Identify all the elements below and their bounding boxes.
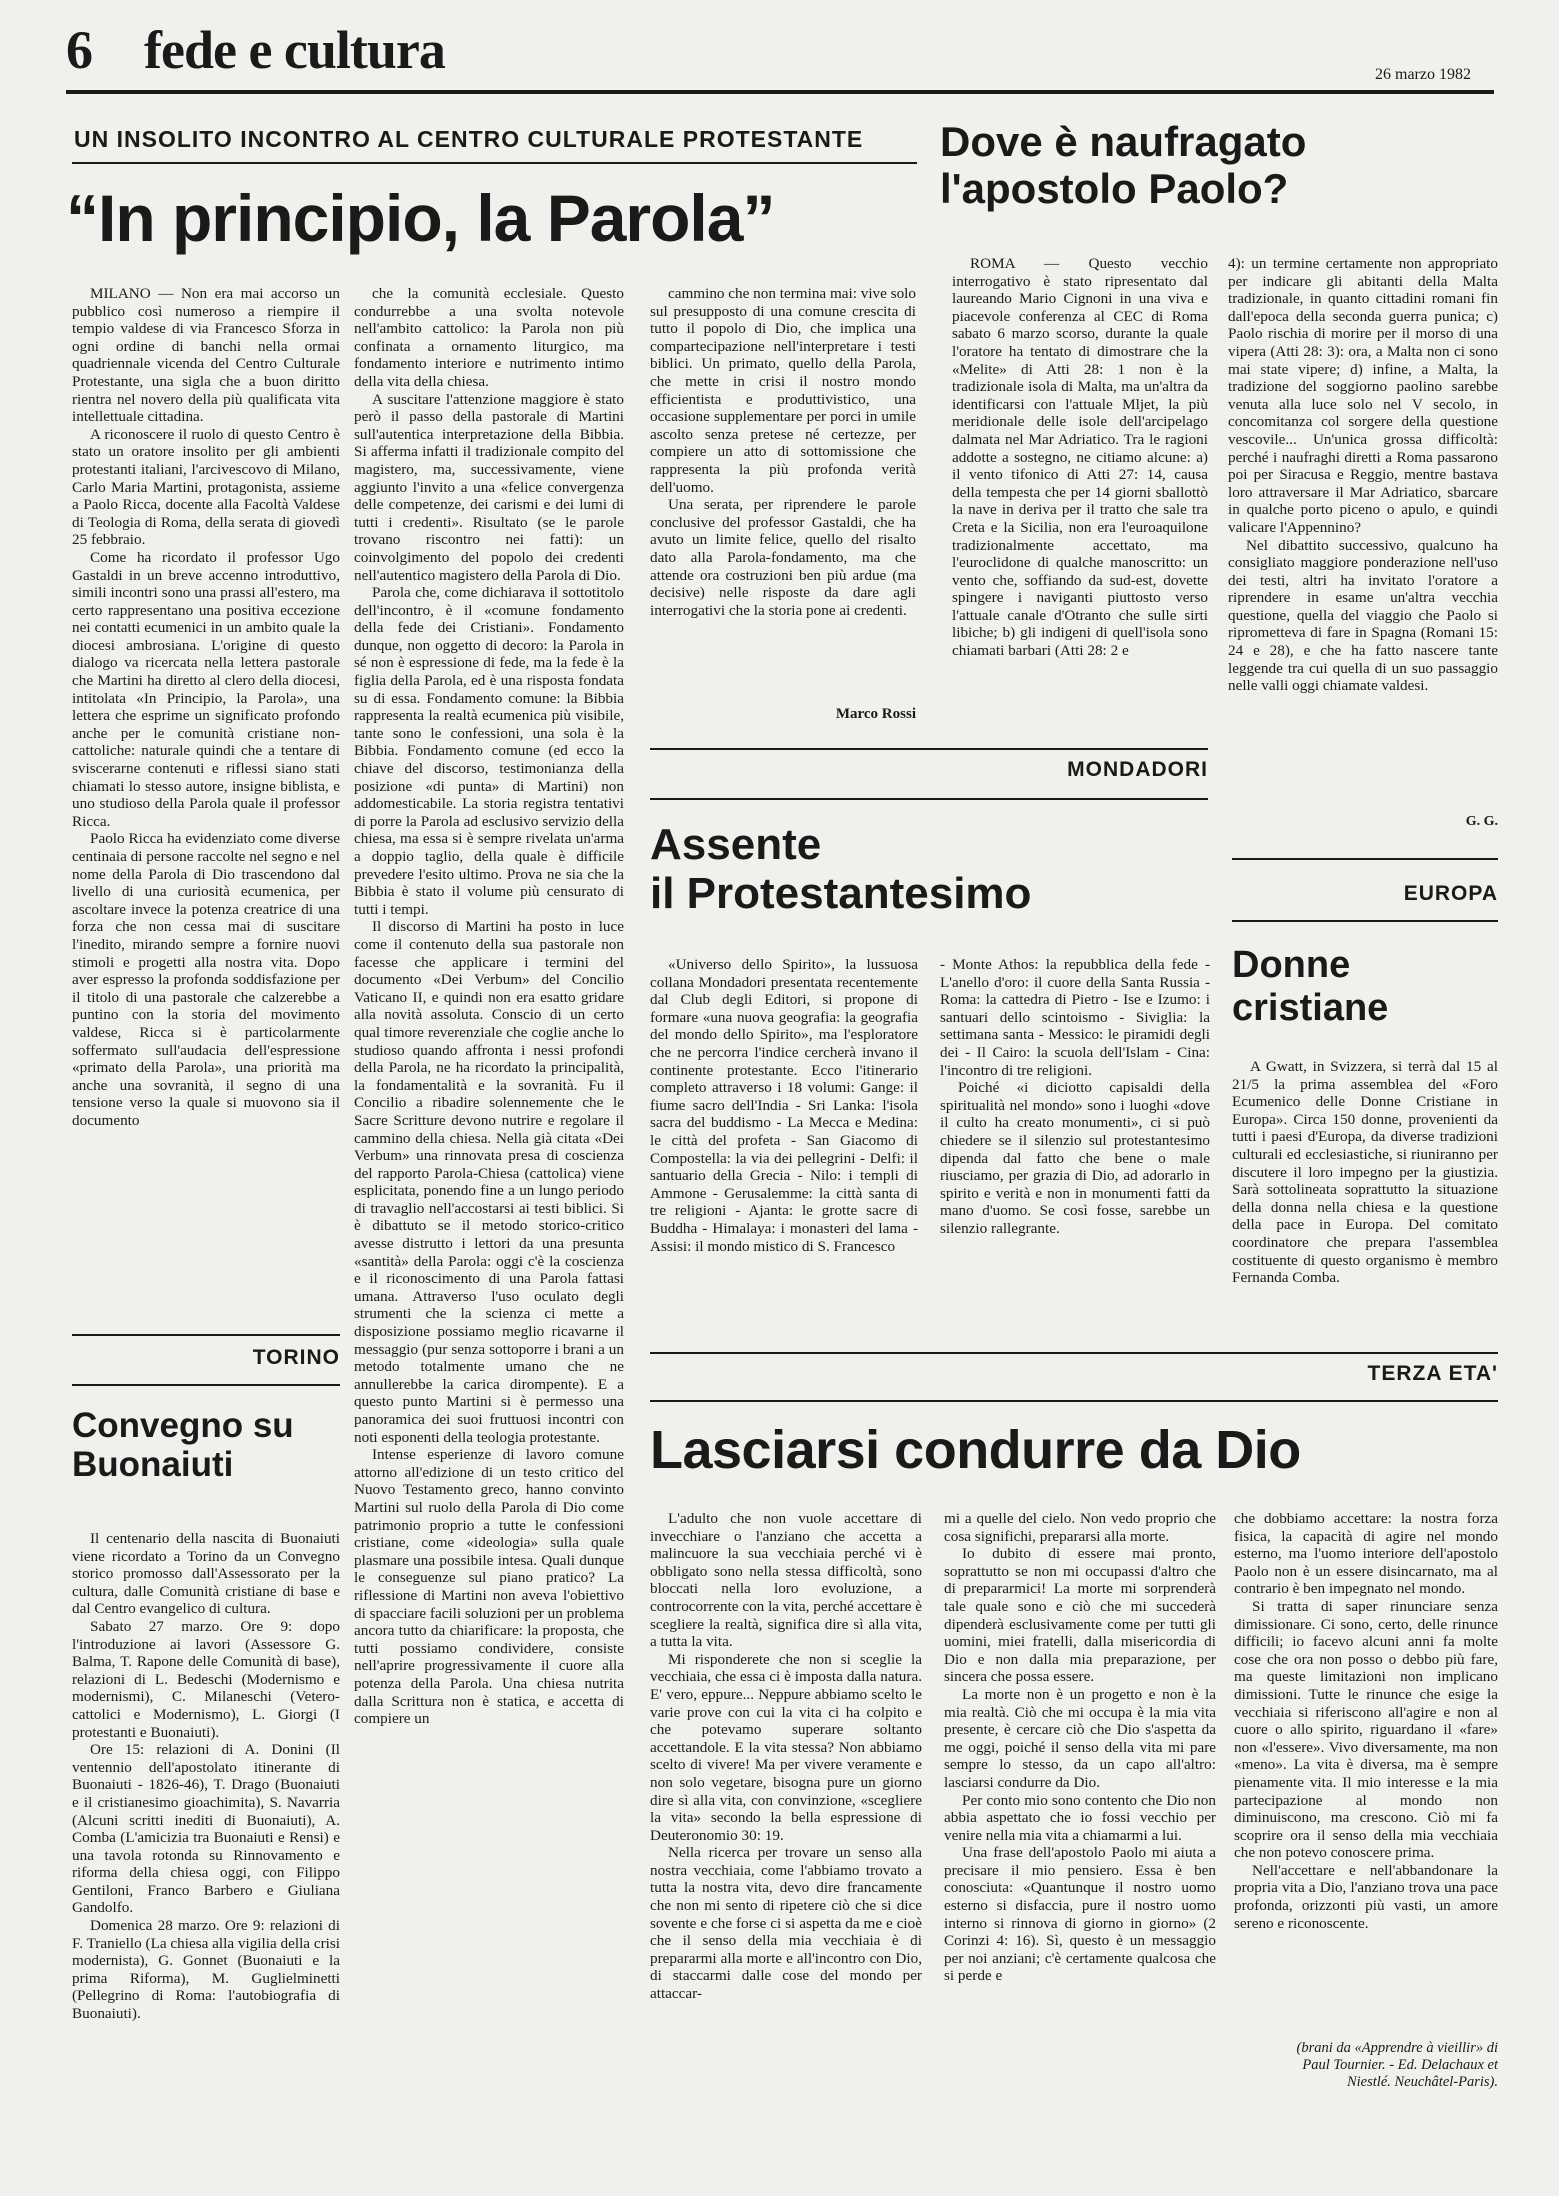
donne-title-line-2: cristiane [1232, 986, 1389, 1029]
mondadori-column-2 [940, 956, 1210, 1326]
paragraph: cammino che non termina mai: vive solo sul presupposto di una comune crescita di tutto il popolo di Dio, che implica una compartecipazione nell'interpretare i testi biblici. Un primato, quello della Parola, che mette in crisi il nostro mondo efficientista e produttivistico, una occasione supplementare per porci in umile ascolto senza pretese né certezze, per compiere un atto di sottomissione che rappresenta la più profonda verità dell'uomo. [650, 285, 916, 496]
paragraph: MILANO — Non era mai accorso un pubblico così numeroso a riempire il tempio valdese di via Francesco Sforza in ogni ordine di banchi nella ormai quadriennale vicenda del Centro Culturale Protestante, una sigla che a buon diritto rientra nel novero della più qualificata vita intellettuale cittadina. [72, 285, 340, 426]
paragraph: che la comunità ecclesiale. Questo condurrebbe a una svolta notevole nell'ambito cattolico: la Parola non più confinata a ornamento liturgico, ma fondamento interiore e nutrimento intimo della vita della chiesa. [354, 285, 624, 390]
torino-title-line-2: Buonaiuti [72, 1445, 234, 1485]
eta-column-1 [650, 1510, 922, 2150]
eta-title: Lasciarsi condurre da Dio [650, 1420, 1301, 1480]
mondadori-title-line-1: Assente [650, 820, 822, 869]
mondadori-kicker: MONDADORI [1067, 758, 1208, 781]
eta-kicker: TERZA ETA' [1367, 1362, 1498, 1385]
donne-column-1 [1232, 1058, 1498, 1328]
parola-title: “In principio, la Parola” [66, 181, 775, 255]
issue-date: 26 marzo 1982 [1375, 66, 1471, 83]
parola-column-3 [650, 285, 916, 725]
paragraph: Si tratta di saper rinunciare senza dimissionare. Ci sono, certo, delle rinunce difficili; io facevo alcuni anni fa molte cose che ora non posso o debbo più fare, ma queste limitazioni non implicano dimissioni. Tutte le rinunce che esige la vecchiaia si riferiscono all'agire e non al cuore o allo spirito, riguardano il «fare» non «l'essere». Vivo diversamente, ma non «meno». La vita è diversa, ma è sempre pienamente vita. Il mio interesse e la mia partecipazione al mondo non diminuiscono, ma crescono. Ciò mi fa scoprire ora il senso della mia vecchiaia che non potevo conoscere prima. [1234, 1597, 1498, 1862]
paragraph: A riconoscere il ruolo di questo Centro è stato un oratore insolito per gli ambienti protestanti italiani, l'arcivescovo di Milano, Carlo Maria Martini, protagonista, assieme a Paolo Ricca, docente alla Facoltà Valdese di Teologia di Roma, della serata di giovedì 25 febbraio. [72, 425, 340, 549]
paolo-title-line-2: l'apostolo Paolo? [940, 165, 1289, 213]
paragraph: Il centenario della nascita di Buonaiuti viene ricordato a Torino da un Convegno storico promosso dall'Assessorato per la cultura, dalle Comunità cristiane di base e dal Centro evangelico di cultura. [72, 1530, 340, 1618]
mondadori-title-line-2: il Protestantesimo [650, 869, 1032, 919]
donne-title-line-1: Donne [1232, 944, 1351, 986]
eta-column-3 [1234, 1510, 1498, 2050]
paolo-column-1 [952, 255, 1208, 725]
paragraph: «Universo dello Spirito», la lussuosa collana Mondadori presentata recentemente dal Club degli Editori, si propone di formare «una nuova geografia: la geografia del mondo dello Spirito», ma l'esploratore che ne percorra l'indice cercherà invano il continente protestante. Ecco l'itinerario completo attraverso i 18 volumi: Gange: il fiume sacro dell'India - Sri Lanka: l'isola sacra del buddismo - La Mecca e Medina: le città del profeta - San Giacomo di Compostella: la via dei pellegrini - Delfi: il santuario della Grecia - Nilo: i templi di Ammone - Gerusalemme: la città santa di tre religioni - Ajanta: le grotte sacre di Buddha - Himalaya: i monasteri del lama - Assisi: il mondo mistico di S. Francesco [650, 956, 918, 1255]
paragraph: Una frase dell'apostolo Paolo mi aiuta a precisare il mio pensiero. Essa è ben conosciuta: «Quantunque il nostro uomo esterno si disfaccia, pure il nostro uomo interno si rinnova di giorno in giorno» (2 Corinzi 4: 16). Sì, questo è un messaggio per noi anziani; c'è certamente qualcosa che si perde e [944, 1844, 1216, 1985]
paolo-signature: G. G. [1465, 814, 1498, 829]
torino-title-line-1: Convegno su [72, 1406, 294, 1445]
parola-column-1 [72, 285, 340, 1297]
paragraph: Per conto mio sono contento che Dio non abbia aspettato che io fossi vecchio per venire nella mia vita a chiamarmi a lui. [944, 1791, 1216, 1844]
paolo-title-line-1: Dove è naufragato [940, 118, 1307, 165]
donne-kicker: EUROPA [1403, 882, 1498, 905]
paragraph: che dobbiamo accettare: la nostra forza fisica, la capacità di agire nel mondo esterno, ma l'uomo interiore dell'apostolo Paolo non è un essere disincarnato, ma al contrario è ben impegnato nel mondo. [1234, 1510, 1498, 1598]
paragraph: Ore 15: relazioni di A. Donini (Il ventennio dell'apostolato itinerante di Buonaiuti - 1826-46), T. Drago (Buonaiuti e il cristianesimo gioachimita), S. Navarria (Alcuni scritti inediti di Buonaiuti), A. Comba (L'amicizia tra Buonaiuti e Rensi) e una tavola rotonda su Rinnovamento e riforma della chiesa oggi, con Filippo Gentiloni, Franco Barbero e Giuliana Gandolfo. [72, 1741, 340, 1917]
paragraph: Una serata, per riprendere le parole conclusive del professor Gastaldi, che ha avuto un limite felice, quello del risalto dato alla Parola-fondamento, ma che attende ora costruzioni ben più ardue (ma decisive) nelle risposte da dare agli interrogativi che la storia pone ai credenti. [650, 496, 916, 619]
parola-signature: Marco Rossi [835, 706, 916, 722]
parola-column-2 [354, 285, 624, 2135]
eta-source: (brani da «Apprendre à vieillir» di Paul Tournier. - Ed. Delachaux et Niestlé. Neuchâtel-Paris). [1296, 2040, 1498, 2090]
paragraph: Poiché «i diciotto capisaldi della spiritualità nel mondo» sono i luoghi «dove il culto ha creato monumenti», ci si può chiedere se il silenzio sul protestantesimo dipenda dal fatto che bene o male riusciamo, per grazia di Dio, ad adorarlo in spirito e verità e non in monumenti fatti da mano d'uomo. Se così fosse, sarebbe un silenzio rallegrante. [940, 1079, 1210, 1237]
paragraph: Mi risponderete che non si sceglie la vecchiaia, che essa ci è imposta dalla natura. E' vero, eppure... Neppure abbiamo scelto le varie prove con cui la vita ci ha colpito e che potevamo superare soltanto accettandole. E la vita stessa? Non abbiamo scelto di vivere! Ma per vivere veramente e non solo vegetare, bisogna pure un giorno dire sì alla vita, con convinzione, «scegliere la vita» secondo la bella espressione di Deuteronomio 30: 19. [650, 1650, 922, 1844]
paragraph: ROMA — Questo vecchio interrogativo è stato ripresentato dal laureando Mario Cignoni in una viva e piacevole conferenza al CEC di Roma sabato 6 marzo scorso, durante la quale l'oratore ha tentato di dimostrare che la «Melite» di Atti 28: 1 non è la tradizionale isola di Malta, ma un'altra da identificarsi con l'attuale Mljet, la più meridionale delle isole dell'arcipelago dalmata nel Mar Adriatico. Tra le ragioni addotte a sostegno, ne citiamo alcune: a) il vento tifonico di Atti 27: 14, causa della tempesta che per 14 giorni sballottò la nave in deriva per il tratto che sale tra Creta e la Sicilia, non era l'euroaquilone tradizionalmente accettato, ma l'euroclidone di qualche manoscritto: un vento che, soffiando da sud-est, dovette spingere i naviganti piuttosto verso l'attuale canale d'Otranto che sulle sirti libiche; b) gli indigeni di quell'isola sono chiamati barbari (Atti 28: 2 e [952, 255, 1208, 660]
donne-title [1232, 944, 1498, 1029]
paragraph: A suscitare l'attenzione maggiore è stato però il passo della pastorale di Martini sull'autentica interpretazione della Bibbia. Si afferma infatti il tradizionale compito del magistero, ma, successivamente, viene aggiunto l'invito a una «felice convergenza delle competenze, dei carismi e dei lumi di tutti i credenti». Risultato (se le parole trovano riscontro nei fatti): un coinvolgimento del popolo dei credenti nell'autentico magistero della Parola di Dio. [354, 390, 624, 584]
paragraph: L'adulto che non vuole accettare di invecchiare o l'anziano che accetta a malincuore la sua vecchiaia perché vi è obbligato sono nella stessa difficoltà, sono bloccati nella loro evoluzione, a controcorrente con la vita, perché accettare è scegliere la realtà, significa dire sì alla vita, a tutta la vita. [650, 1510, 922, 1651]
paragraph: A Gwatt, in Svizzera, si terrà dal 15 al 21/5 la prima assemblea del «Foro Ecumenico delle Donne Cristiane in Europa». Circa 150 donne, provenienti da tutti i paesi d'Europa, da diverse tradizioni culturali ed ecclesiastiche, si riuniranno per discutere il loro impegno per la giustizia. Sarà sottolineata soprattutto la situazione della donna nella chiesa e la questione della pace in Europa. Del comitato coordinatore che prepara l'assemblea costituente di questo organismo è membro Fernanda Comba. [1232, 1058, 1498, 1287]
paragraph: Paolo Ricca ha evidenziato come diverse centinaia di persone raccolte nel segno e nel nome della Parola di Dio trascendono dal livello di una curiosità ecumenica, per ascoltare invece la potenza creatrice di una forza che non cessa mai di suscitare l'inedito, mirando sempre a fornire nuovi stimoli e progetti alla nostra vita. Dopo aver espresso la profonda soddisfazione per il titolo di una pastorale che calzerebbe a puntino con la storia del movimento valdese, Ricca si è particolarmente soffermato sull'audacia dell'espressione «primato della Parola», una priorità ma anche una sovranità, il segno di una tensione verso la quale si muovono sia il documento [72, 830, 340, 1129]
mondadori-title [650, 820, 1210, 919]
section-title: fede e cultura [144, 20, 445, 80]
paragraph: La morte non è un progetto e non è la mia realtà. Ciò che mi occupa è la mia vita presente, è cercare ciò che Dio s'aspetta da me oggi, poiché il senso della vita mi pare sempre lo stesso, da un capo all'altro: lasciarsi condurre da Dio. [944, 1685, 1216, 1791]
paragraph: Domenica 28 marzo. Ore 9: relazioni di F. Traniello (La chiesa alla vigilia della crisi modernista), G. Gonnet (Buonaiuti e la prima Riforma), M. Guglielminetti (Pellegrino di Roma: l'autobiografia di Buonaiuti). [72, 1917, 340, 2023]
paragraph: 4): un termine certamente non appropriato per indicare gli abitanti della Malta tradizionale, in quanto cittadini romani fin dall'epoca della seconda guerra punica; c) Paolo rischia di morire per il morso di una vipera (Atti 28: 3): ora, a Malta non ci sono mai state vipere; d) infine, a Malta, la tradizione del soggiorno paolino sarebbe venuta alla luce solo nel V secolo, in concomitanza col sorgere della questione vescovile... Un'unica grossa difficoltà: perché i naufraghi diretti a Roma passarono poi per Siracusa e Reggio, mentre bastava loro attraversare il Mar Adriatico, sbarcare in qualche porto piceno o apulo, e quindi valicare l'Appennino? [1228, 255, 1498, 536]
paragraph: Sabato 27 marzo. Ore 9: dopo l'introduzione ai lavori (Assessore G. Balma, T. Rapone delle Comunità di base), relazioni di L. Bedeschi (Modernismo e modernismi), C. Milaneschi (Vetero-cattolici e Modernismo), L. Giorgi (I protestanti e Buonaiuti). [72, 1617, 340, 1741]
paragraph: Io dubito di essere mai pronto, soprattutto se non mi occupassi d'altro che di prepararmici! La morte mi sorprenderà tale quale sono e ciò che mi succederà dipenderà esclusivamente come per tutti gli uomini, miei fratelli, dalla misericordia di Dio e non dalla mia preparazione, per sincera che possa essere. [944, 1545, 1216, 1686]
paragraph: Nell'accettare e nell'abbandonare la propria vita a Dio, l'anziano trova una pace profonda, orizzonti più vasti, un amore sereno e riconoscente. [1234, 1861, 1498, 1932]
paragraph: Intense esperienze di lavoro comune attorno all'edizione di un testo critico del Nuovo Testamento greco, hanno convinto Martini sul ruolo della Parola di Dio come patrimonio proprio a tutte le confessioni cristiane, come «ideologia» sulla quale plasmare una possibile intesa. Quali dunque le conseguenze sul piano pratico? La riflessione di Martini non aveva l'obiettivo di spacciare facili soluzioni per un problema ancora tutto da chiarificare: la proposta, che tutti possiamo condividere, consiste nell'aprire progressivamente il cuore alla potenza della Parola. Una chiesa nutrita dalla Scrittura non è statica, e accetta di compiere un [354, 1446, 624, 1728]
paragraph: mi a quelle del cielo. Non vedo proprio che cosa significhi, prepararsi alla morte. [944, 1510, 1216, 1545]
masthead-rule [66, 90, 1494, 94]
eta-column-2 [944, 1510, 1216, 2150]
paragraph: Nel dibattito successivo, qualcuno ha consigliato maggiore ponderazione nell'uso dei testi, altri ha invitato l'oratore a riprendere in esame un'altra vecchia questione, quella del viaggio che Paolo si riprometteva di fare in Spagna (Romani 15: 24 e 28), e che ha fatto nascere tante leggende tra cui quella di un suo passaggio nelle valli oggi chiamate valdesi. [1228, 536, 1498, 695]
paolo-column-2 [1228, 255, 1498, 810]
mondadori-column-1 [650, 956, 918, 1326]
paragraph: Come ha ricordato il professor Ugo Gastaldi in un breve accenno introduttivo, simili incontri sono una prassi all'estero, ma certo rappresentano una positiva eccezione nei contatti ecumenici in un ambito quale la diocesi ambrosiana. L'origine di questo dialogo va ricercata nella lettera pastorale che Martini ha diretto al clero della diocesi, intitolata «In Principio, la Parola», una lettera che esprime un significato profondo anche per le comunità cristiane non-cattoliche: naturale quindi che a tentare di sviscerarne contenuti e riflessi siano stati chiamati lo stesso autore, insigne biblista, e uno studioso della Parola quale il professor Ricca. [72, 548, 340, 830]
torino-kicker: TORINO [252, 1346, 340, 1369]
paragraph: Parola che, come dichiarava il sottotitolo dell'incontro, è il «comune fondamento della fede dei Cristiani». Fondamento dunque, non oggetto di decoro: la Parola in sé non è espressione di fede, ma la fede è la figlia della Parola, ed è una risposta fondata su di essa. Fondamento comune: la Bibbia rappresenta la realtà ecumenica più visibile, tante sono le confessioni, una sola è la Bibbia. Fondamento comune (ed ecco la chiave del discorso, testimonianza della posizione «di punta» di Martini) non addomesticabile. La storia registra tentativi di porre la Parola ad esclusivo servizio della chiesa, ma essa si è sempre rivelata un'arma a doppio taglio, della quale è difficile prevedere l'esito ultimo. Prova ne sia che la Bibbia è stato il volume più censurato di tutti i tempi. [354, 584, 624, 918]
parola-kicker: UN INSOLITO INCONTRO AL CENTRO CULTURALE PROTESTANTE [74, 126, 864, 152]
paolo-title [940, 118, 1500, 212]
paragraph: Nella ricerca per trovare un senso alla nostra vecchiaia, come l'abbiamo trovato a tutta la nostra vita, devo dire francamente che non mi sento di ripetere ciò che si dice sovente e che forse ci si aspetta da me e cioè che il senso della mia vecchiaia è di prepararmi alla morte e all'incontro con Dio, di staccarmi dalle cose del mondo per attaccar- [650, 1844, 922, 2003]
paragraph: Il discorso di Martini ha posto in luce come il contenuto della sua pastorale non facesse che applicare i termini del documento «Dei Verbum» del Concilio Vaticano II, e quindi non era esatto gridare alla novità assoluta. Conscio di un certo qual timore reverenziale che coglie anche lo studioso quando affronta i nessi profondi della Parola, ne ha ricordato la principalità, la fondamentalità e la sovranità. Fu il Concilio a ribadire solennemente che le Sacre Scritture devono nutrire e regolare il cammino della chiesa. Nella già citata «Dei Verbum» una rinnovata presa di coscienza del rapporto Parola-Chiesa (cattolica) viene esplicitata, ponendo fine a un lungo periodo di travaglio nell'accostarsi ai testi biblici. Si è dibattuto se il metodo storico-critico avesse distrutto i lettori da una presunta «santità» della Parola: oggi c'è la coscienza e il riconoscimento di una Parola fattasi umana. Attraverso l'uso oculato degli strumenti che la scienza ci mette a disposizione possiamo meglio ricavarne il messaggio (pur senza sottoporre i brani a un metodo totalmente umano che ne annullerebbe la carica dirompente). E a questo punto Martini si è permesso una panoramica dei suoi fruttuosi incontri con noti esponenti della teologia protestante. [354, 918, 624, 1446]
page-number: 6 [66, 20, 93, 80]
paragraph: - Monte Athos: la repubblica della fede - L'anello d'oro: il cuore della Santa Russia - Roma: la cattedra di Pietro - Ise e Izumo: i santuari dello scintoismo - Siviglia: la settimana santa - Messico: le piramidi degli dei - Il Cairo: la scuola dell'Islam - Cina: l'incontro di tre religioni. [940, 956, 1210, 1079]
torino-column-1 [72, 1530, 340, 2150]
torino-title [72, 1406, 352, 1484]
